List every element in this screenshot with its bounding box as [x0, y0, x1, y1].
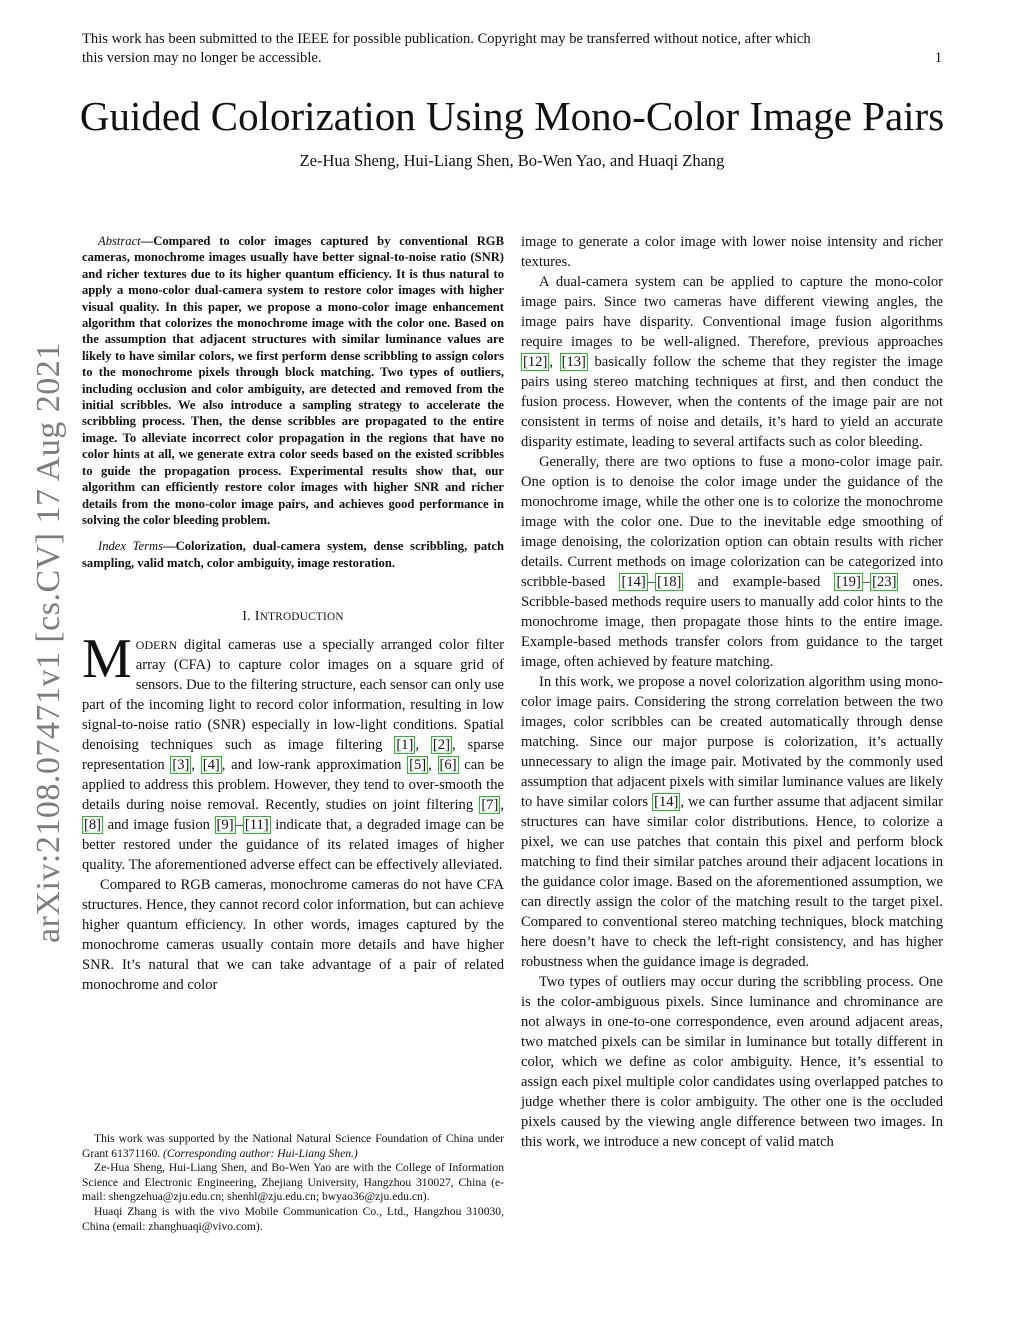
- citation-link[interactable]: [5]: [409, 757, 427, 774]
- paper-title: Guided Colorization Using Mono-Color Image Pairs: [79, 93, 945, 139]
- citation-link[interactable]: [11]: [244, 817, 269, 834]
- citation-link[interactable]: [14]: [621, 574, 646, 590]
- arxiv-watermark: arXiv:2108.07471v1 [cs.CV] 17 Aug 2021: [30, 342, 67, 943]
- abstract-text: Compared to color images captured by conventional RGB cameras, monochrome images usually have better signal-to-noise ratio (SNR) and richer textures due to its higher quantum efficiency. It is thus natural to apply a mono-color dual-camera system to restore color images with higher visual quality. In this paper, we propose a mono-color image enhancement algorithm that colorizes the monochrome image with the color one. Based on the assumption that adjacent structures with similar luminance values are likely to have similar colors, we first perform dense scribbling to assign colors to the monochrome pixels through block matching. Two types of outliers, including occlusion and color ambiguity, are detected and removed from the initial scribbles. We also introduce a sampling strategy to accelerate the scribbling process. Then, the dense scribbles are propagated to the entire image. To alleviate incorrect color propagation in the regions that have no color hints at all, we generate extra color seeds based on the existed scribbles to guide the propagation process. Experimental results show that, our algorithm can efficiently restore color images with higher SNR and richer details from the mono-color image pairs, and achieves good performance in solving the color bleeding problem.: [82, 234, 504, 527]
- abstract-label: Abstract: [98, 234, 141, 248]
- citation-link[interactable]: [6]: [439, 757, 457, 774]
- citation-link[interactable]: [19]: [836, 574, 861, 590]
- citation-link[interactable]: [23]: [872, 574, 897, 590]
- dropcap: M: [82, 628, 132, 691]
- left-column: [82, 233, 504, 995]
- footnote-affiliation-2: Huaqi Zhang is with the vivo Mobile Communication Co., Ltd., Hangzhou 310030, China (email: zhanghuaqi@vivo.com).: [82, 1204, 504, 1233]
- right-paragraph-4: Two types of outliers may occur during the scribbling process. One is the color-ambiguous pixels. Since luminance and chrominance are not always in one-to-one correspondence, even around adjacent areas, two matched pixels can be similar in luminance but totally different in color, which we define as color ambiguity. Hence, it’s essential to assign each pixel multiple color candidates using overlapped patches to judge whether there is color ambiguity. The other one is the occluded pixels caused by the viewing angle difference between two images. In this work, we introduce a new concept of valid match: [521, 974, 943, 1150]
- right-paragraph-3: In this work, we propose a novel colorization algorithm using mono-color image pairs. Considering the strong correlation between the two images, color scribbles can be created automatically through dense matching. Since our major purpose is colorization, it’s actually unnecessary to align the image pair. Motivated by the commonly used assumption that adjacent pixels with similar luminance values are likely to have similar colors [14] , we can further assume that adjacent similar structures can have similar color distributions. Hence, to colorize a pixel, we can use patches that contain this pixel and perform block matching to find their similar patches around their adjacent locations in the guidance color image. Based on the aforementioned assumption, we can directly assign the color of the matching result to the target pixel. Compared to conventional stereo matching techniques, block matching here doesn’t have to check the left-right consistency, and has higher robustness when the guidance image is degraded.: [521, 674, 943, 970]
- index-terms-label: Index Terms: [98, 539, 164, 554]
- publication-notice: [82, 30, 942, 68]
- citation-link[interactable]: [4]: [202, 757, 220, 774]
- right-paragraph-1: A dual-camera system can be applied to capture the mono-color image pairs. Since two cameras have different viewing angles, the image pairs have disparity. Conventional image fusion algorithms require images to be well-aligned. Therefore, previous approaches [12] , [13] basically follow the scheme that they register the image pairs using stereo matching techniques at first, and then conduct the fusion process. However, when the contents of the image pair are not consistent in terms of noise and details, it’s hard to yield an accurate disparity estimate, leading to several artifacts such as color bleeding.: [521, 274, 944, 450]
- footnotes: [82, 1132, 504, 1234]
- citation-link[interactable]: [9]: [216, 817, 234, 834]
- citation-link[interactable]: [14]: [654, 794, 679, 810]
- abstract: Abstract—Compared to color images captured by conventional RGB cameras, monochrome images usually have better signal-to-noise ratio (SNR) and richer textures due to its higher quantum efficiency. It is thus natural to apply a mono-color dual-camera system to restore color images with higher visual quality. In this paper, we propose a mono-color image enhancement algorithm that colorizes the monochrome image with the color one. Based on the assumption that adjacent structures with similar luminance values are likely to have similar colors, we first perform dense scribbling to assign colors to the monochrome pixels through block matching. Two types of outliers, including occlusion and color ambiguity, are detected and removed from the initial scribbles. We also introduce a sampling strategy to accelerate the scribbling process. Then, the dense scribbles are propagated to the entire image. To alleviate incorrect color propagation in the regions that have no color hints at all, we generate extra color seeds based on the existed scribbles to guide the propagation process. Experimental results show that, our algorithm can efficiently restore color images with higher SNR and richer details from the mono-color image pairs, and achieves good performance in solving the color bleeding problem.: [82, 234, 504, 527]
- citation-link[interactable]: [13]: [561, 354, 586, 370]
- notice-line-1: This work has been submitted to the IEEE for possible publication. Copyright may be transferred without notice, after which: [82, 31, 811, 47]
- right-paragraph-0: image to generate a color image with lower noise intensity and richer textures.: [521, 234, 943, 270]
- page-number: 1: [934, 50, 942, 66]
- citation-link[interactable]: [18]: [657, 574, 682, 590]
- citation-link[interactable]: [3]: [172, 757, 190, 774]
- citation-link[interactable]: [12]: [523, 354, 548, 370]
- intro-paragraph-2: Compared to RGB cameras, monochrome cameras do not have CFA structures. Hence, they cannot record color information, but can achieve higher quantum efficiency. In other words, images captured by the monochrome cameras usually contain more details and have higher SNR. It’s natural that we can take advantage of a pair of related monochrome and color: [82, 877, 504, 994]
- notice-line-2: this version may no longer be accessible.: [82, 50, 322, 66]
- citation-link[interactable]: [8]: [84, 817, 102, 834]
- right-column: [521, 232, 943, 1152]
- index-terms: Index Terms—Colorization, dual-camera system, dense scribbling, patch sampling, valid match, color ambiguity, image restoration.: [82, 539, 505, 570]
- index-terms-text: Colorization, dual-camera system, dense scribbling, patch sampling, valid match, color ambiguity, image restoration.: [82, 539, 505, 570]
- paper-authors: Ze-Hua Sheng, Hui-Liang Shen, Bo-Wen Yao, and Huaqi Zhang: [299, 151, 725, 170]
- citation-link[interactable]: [7]: [481, 797, 499, 814]
- citation-link[interactable]: [1]: [396, 737, 414, 754]
- intro-paragraph-1: MODERN digital cameras use a specially arranged color filter array (CFA) to capture color images on a square grid of sensors. Due to the filtering structure, each sensor can only use part of the incoming light to record color information, resulting in low signal-to-noise ratio (SNR) especially in low-light conditions. Spatial denoising techniques such as image filtering [1] , [2] , sparse representation [3] , [4] , and low-rank approximation [5] , [6] can be applied to address this problem. However, they tend to over-smooth the details during noise removal. Recently, studies on joint filtering [7] , [8] and image fusion [9] – [11] indicate that, a degraded image can be better restored under the guidance of its related images of higher quality. The aforementioned adverse effect can be effectively alleviated.: [82, 628, 505, 874]
- section-heading: I. INTRODUCTION: [242, 609, 344, 625]
- footnote-affiliation: Ze-Hua Sheng, Hui-Liang Shen, and Bo-Wen Yao are with the College of Information Science and Electronic Engineering, Zhejiang University, Hangzhou 310027, China (e-mail: shengzehua@zju.edu.cn; shenhl@zju.edu.cn; bwyao36@zju.edu.cn).: [82, 1161, 504, 1204]
- citation-link[interactable]: [2]: [432, 737, 450, 754]
- right-paragraph-2: Generally, there are two options to fuse a mono-color image pair. One option is to denoise the color image under the guidance of the monochrome image, while the other one is to colorize the monochrome image with the color one. Due to the inevitable edge smoothing of image denoising, the colorization option can obtain results with richer details. Current methods on image colorization can be categorized into scribble-based [14] – [18] and example-based [19] – [23] ones. Scribble-based methods require users to manually add color hints to the monochrome image, then propagate those hints to the entire image. Example-based methods transfer colors from guidance to the target image, often achieved by feature matching.: [521, 454, 943, 670]
- footnote-funding: This work was supported by the National Natural Science Foundation of China under Grant 61371160. (Corresponding author: Hui-Liang Shen.): [82, 1132, 504, 1160]
